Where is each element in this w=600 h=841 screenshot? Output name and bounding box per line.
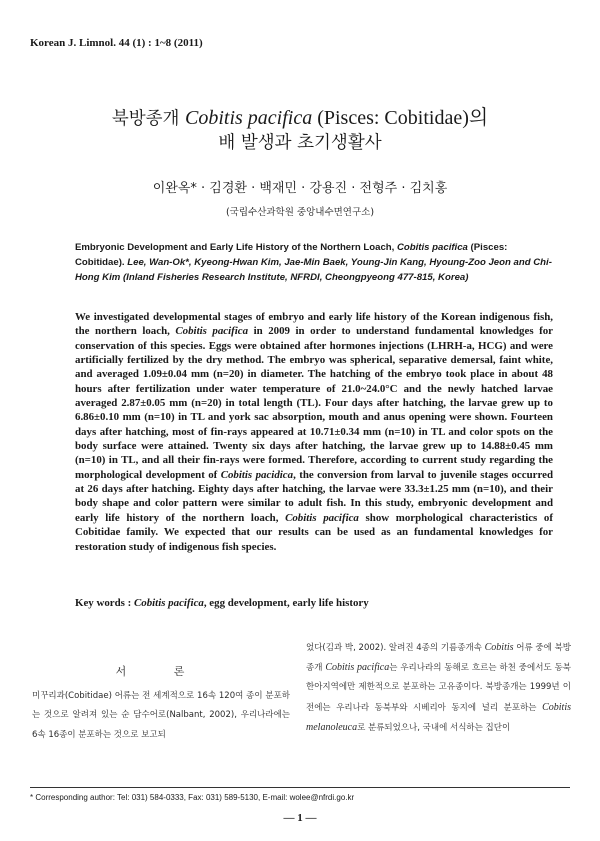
intro-text: 어류 중에 북방종개: [306, 643, 571, 674]
title-korean-line2: 배 발생과 초기생활사: [218, 133, 382, 153]
keywords-label: Key words :: [75, 597, 134, 609]
abstract-species: Cobitis pacifica: [175, 325, 249, 338]
english-title-text: Embryonic Development and Early Life History of the Northern Loach,: [75, 242, 397, 253]
intro-paragraph-left: 미꾸리과(Cobitidae) 어류는 전 세계적으로 16속 120여 종이 분포하는 것으로 알려져 있는 순 담수어로(Nalbant, 2002), 우리나라에는 6속 16종이 분포하는 것으로 보고되: [32, 691, 290, 740]
title-species: Cobitis pacifica: [185, 107, 313, 129]
abstract-part: , the conversion from larval to juvenile stages occurred at 26 days after hatching. Eighty days after hatching, the larvae were 33.3±1.25 mm (n=10), and their body shape and color pattern were similar to adult fish. In this study, embryonic development and early life history of the northern loach,: [75, 468, 554, 524]
page-number: — 1 —: [283, 812, 317, 824]
intro-text: 로 분류되었으나, 국내에 서식하는 집단이: [357, 722, 511, 733]
keyword-species: Cobitis pacifica: [133, 597, 204, 609]
abstract-part: show morphological characteristics of Cobitidae family. We expected that our results can be used as an fundamental knowledges for restoration study of indigenous fish species.: [75, 511, 553, 553]
english-title-suffix: (Pisces: Cobitidae).: [75, 242, 508, 269]
footnote-divider: [30, 787, 570, 788]
abstract-part: in 2009 in order to understand fundamental knowledges for conservation of this species. Eggs were obtained after hormones injections (LHRH-a, HCG) and were artificially fertilized by the dry method. The embryo was spherical, separative demersal, faint white, and averaged 1.09±0.04 mm (n=20) in diameter. The hatching of the embryo took place in about 48 hours after fertilization under water temperature of 21.0~24.0°C and the newly hatched larvae averaged 2.87±0.05 mm (n=20) in total length (TL). Four days after hatching, the larvae grew up to 6.86±0.10 mm (n=10) in TL and york sac absorption, mouth and anus opening were shown. Fourteen days after hatching, most of fin-rays appeared at 10.71±0.34 mm (n=10) in TL and color spots on the body surface were attained. Twenty six days after hatching, the larvae grew up to 14.88±0.45 mm (n=10) in TL, and all their fin-rays were formed. Therefore, according to current study regarding the morphological development of: [75, 325, 553, 481]
keywords-rest: , egg development, early life history: [203, 597, 369, 609]
abstract-species: Cobitis pacidica: [220, 468, 294, 481]
title-korean-line1: [0, 106, 600, 131]
authors-korean: 이완옥* · 김경환 · 백재민 · 강용진 · 전형주 · 김치홍: [152, 181, 448, 196]
column-right: [306, 638, 571, 738]
english-affiliation: (Inland Fisheries Research Institute, NFRDI, Cheongpyeong 477-815, Korea): [120, 272, 469, 284]
title-suffix: (Pisces: Cobitidae)의: [312, 107, 489, 129]
intro-text: 는 우리나라의 동해로 흐르는 하천 중에서도 동북한아지역에만 제한적으로 분포하는 고유종이다. 북방종개는 1999년 이전에는 우리나라 동북부와 시베리아 동지에 널리 분포하는: [306, 663, 572, 713]
intro-species: Cobitis pacifica: [325, 662, 390, 674]
keywords: [75, 597, 553, 609]
abstract: [75, 310, 553, 554]
journal-reference: Korean J. Limnol. 44 (1) : 1~8 (2011): [30, 37, 203, 49]
intro-species: Cobitis melanoleuca: [306, 701, 571, 733]
intro-text: 었다(김과 박, 2002). 알려진 4종의 기름종개속: [306, 643, 485, 653]
english-title-species: Cobitis pacifica: [396, 242, 468, 253]
column-left: [32, 640, 290, 745]
english-authors: Lee, Wan-Ok*, Kyeong-Hwan Kim, Jae-Min Baek, Young-Jin Kang, Hyoung-Zoo Jeon and Chi-Hong Kim: [75, 257, 552, 284]
intro-genus: Cobitis: [484, 642, 514, 653]
abstract-part: We investigated developmental stages of embryo and early life history of the Korean indigenous fish, the northern loach,: [75, 311, 553, 338]
section-heading-introduction: 서 론: [115, 665, 207, 678]
affiliation-korean: (국립수산과학원 중앙내수면연구소): [225, 207, 375, 218]
abstract-species: Cobitis pacifica: [285, 511, 359, 524]
title-prefix: 북방종개: [111, 109, 185, 129]
corresponding-author-footnote: * Corresponding author: Tel: 031) 584-0333, Fax: 031) 589-5130, E-mail: wolee@nfrdi.go.kr: [30, 793, 355, 802]
english-title-block: [75, 240, 553, 286]
